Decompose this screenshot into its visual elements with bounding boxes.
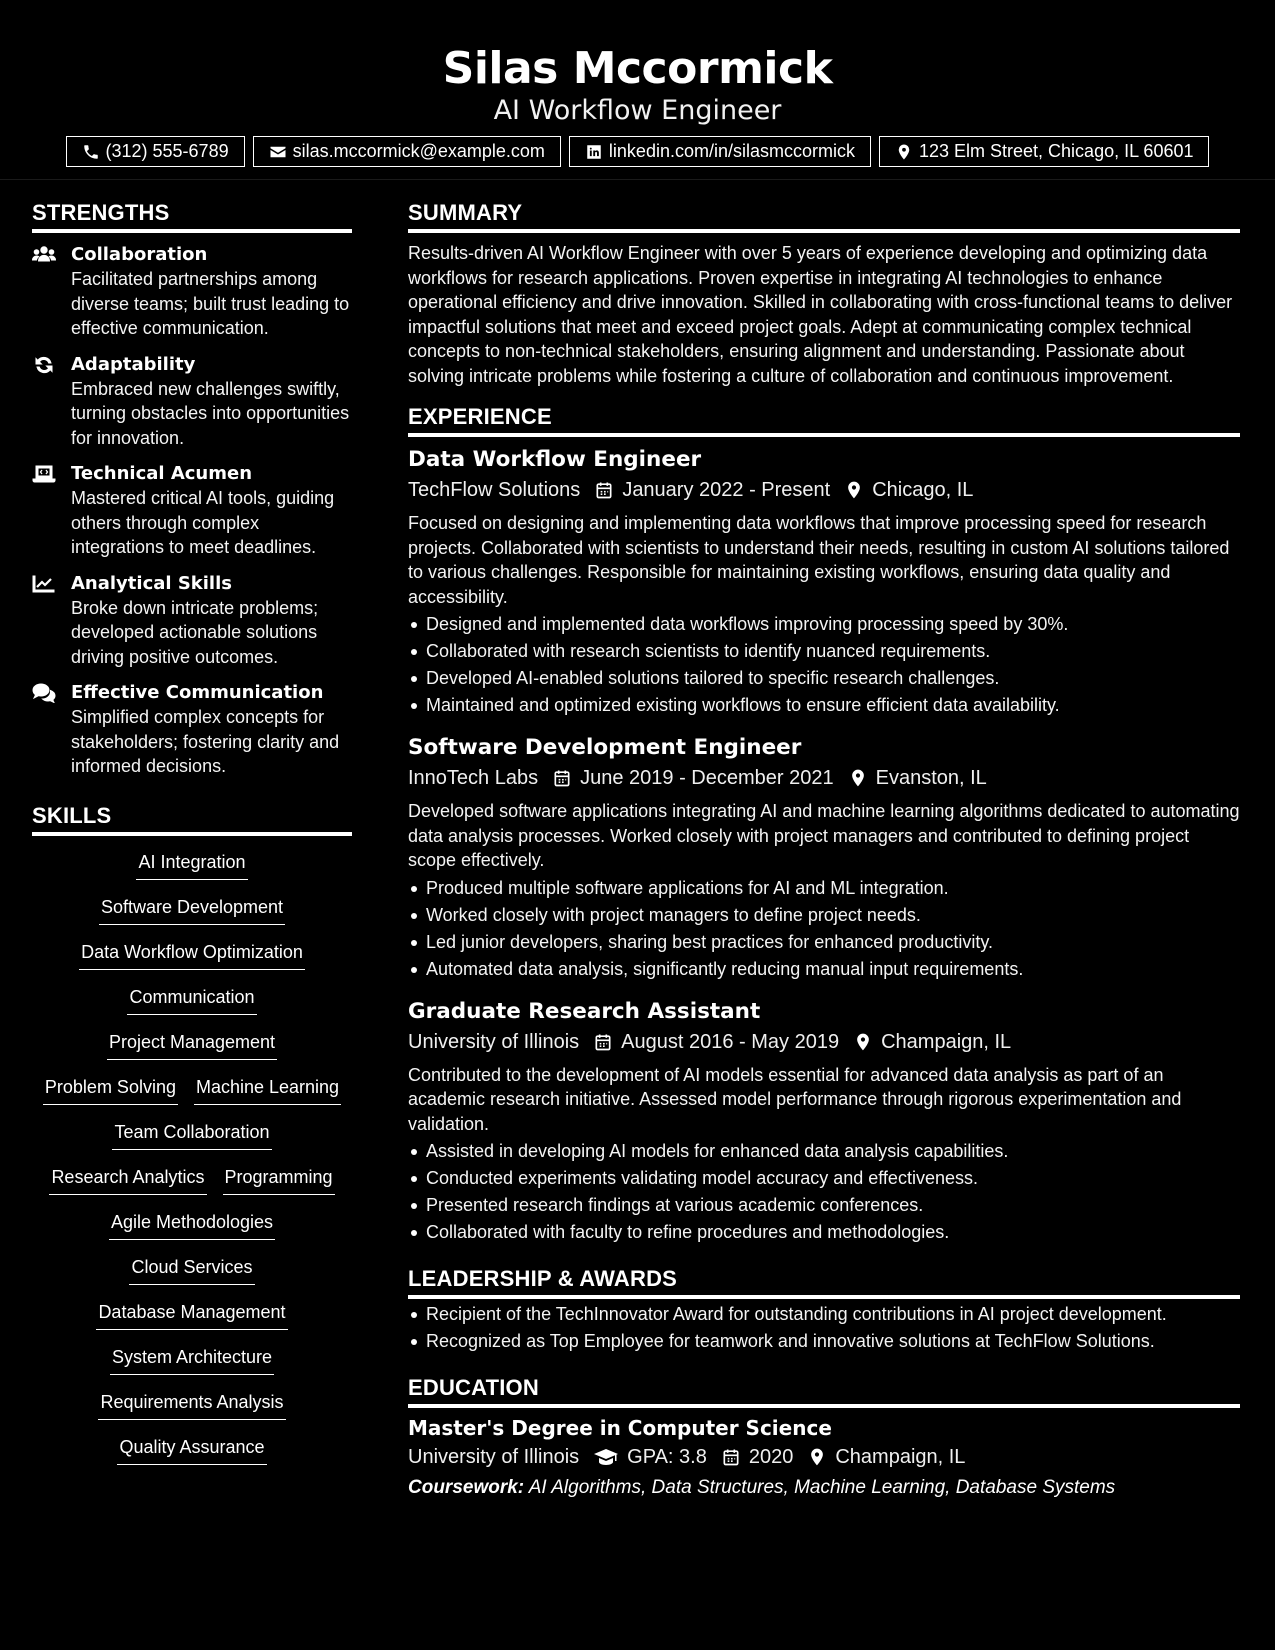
map-marker-icon	[895, 143, 913, 161]
education-meta	[408, 1442, 1240, 1472]
list-item: Assisted in developing AI models for enhanced data analysis capabilities.	[408, 1138, 1240, 1165]
map-marker-icon	[848, 768, 868, 788]
job-title: Software Development Engineer	[408, 735, 802, 760]
list-item: Collaborated with faculty to refine procedures and methodologies.	[408, 1219, 1240, 1246]
contact-address[interactable]	[879, 136, 1210, 167]
skill-tag: Project Management	[107, 1030, 277, 1060]
phone-icon	[82, 143, 100, 161]
job-desc: Focused on designing and implementing data workflows that improve processing speed for research projects. Collaborated with scientists to understand their needs, resulting in custom AI solutions tailored to various challenges. Responsible for maintaining existing workflows, ensuring data quality and accessibility.	[408, 513, 1230, 607]
coursework-text: AI Algorithms, Data Structures, Machine Learning, Database Systems	[528, 1477, 1116, 1498]
education-year: 2020	[748, 1446, 794, 1468]
job-company: University of Illinois	[408, 1030, 580, 1053]
strength-title: Collaboration	[71, 244, 208, 265]
candidate-title: AI Workflow Engineer	[493, 95, 782, 126]
contact-email[interactable]	[253, 136, 561, 167]
email-text: silas.mccormick@example.com	[292, 141, 545, 161]
skill-tag: AI Integration	[136, 850, 247, 880]
education-gpa: GPA: 3.8	[627, 1446, 707, 1468]
sync-icon	[32, 355, 56, 375]
job-meta	[408, 475, 1240, 505]
list-item: Maintained and optimized existing workflows to ensure efficient data availability.	[408, 692, 1240, 719]
summary-heading: SUMMARY	[408, 198, 1240, 233]
address-text: 123 Elm Street, Chicago, IL 60601	[918, 141, 1194, 161]
coursework-label: Coursework:	[408, 1477, 525, 1498]
contact-linkedin[interactable]	[569, 136, 871, 167]
strength-title: Analytical Skills	[71, 572, 232, 594]
strength-item	[32, 243, 352, 341]
strength-item	[32, 572, 352, 670]
list-item: Recognized as Top Employee for teamwork and innovative solutions at TechFlow Solutions.	[408, 1328, 1240, 1355]
strength-title: Technical Acumen	[71, 463, 253, 484]
skill-tag: Software Development	[99, 895, 285, 925]
job-bullets	[408, 875, 1240, 983]
laptop-code-icon	[32, 464, 56, 484]
list-item: Automated data analysis, significantly reducing manual input requirements.	[408, 956, 1240, 983]
education-school: University of Illinois	[408, 1446, 580, 1468]
strength-item	[32, 681, 352, 779]
strengths-list	[32, 243, 352, 779]
envelope-icon	[269, 143, 287, 161]
skill-tag: System Architecture	[110, 1345, 274, 1375]
leadership-heading: LEADERSHIP & AWARDS	[408, 1264, 1240, 1299]
education-location: Champaign, IL	[835, 1446, 966, 1468]
education-degree: Master's Degree in Computer Science	[408, 1416, 832, 1440]
experience-heading: EXPERIENCE	[408, 402, 1240, 437]
strength-desc: Facilitated partnerships among diverse teams; built trust leading to effective communication.	[71, 269, 350, 338]
linkedin-text: linkedin.com/in/silasmccormick	[608, 141, 855, 161]
skill-tag: Database Management	[96, 1300, 287, 1330]
job-entry	[408, 997, 1240, 1247]
job-dates: January 2022 - Present	[622, 479, 831, 501]
users-icon	[32, 245, 56, 265]
calendar-icon	[552, 768, 572, 788]
strength-title: Effective Communication	[71, 682, 324, 703]
list-item: Worked closely with project managers to define project needs.	[408, 902, 1240, 929]
list-item: Presented research findings at various academic conferences.	[408, 1192, 1240, 1219]
list-item: Designed and implemented data workflows improving processing speed by 30%.	[408, 611, 1240, 638]
map-marker-icon	[853, 1032, 873, 1052]
right-column	[408, 198, 1240, 1502]
list-item: Developed AI-enabled solutions tailored to specific research challenges.	[408, 665, 1240, 692]
strength-desc: Broke down intricate problems; developed actionable solutions driving positive outcomes.	[71, 597, 319, 667]
list-item: Led junior developers, sharing best practices for enhanced productivity.	[408, 929, 1240, 956]
job-dates: June 2019 - December 2021	[580, 767, 834, 789]
job-desc: Developed software applications integrating AI and machine learning algorithms dedicated to automating data analysis processes. Worked closely with project managers and contributed to defining project scope effectively.	[408, 801, 1240, 870]
education-coursework	[408, 1474, 1240, 1502]
summary-text: Results-driven AI Workflow Engineer with over 5 years of experience developing and optimizing data workflows for research applications. Proven expertise in integrating AI technologies to enhance operational efficiency and drive innovation. Skilled in collaborating with cross-functional teams to deliver impactful solutions that meet and exceed project goals. Adept at communicating complex technical concepts to non-technical stakeholders, ensuring alignment and understanding. Passionate about solving intricate problems while fostering a culture of collaboration and continuous improvement.	[408, 243, 1233, 386]
job-bullets	[408, 1138, 1240, 1246]
map-marker-icon	[844, 480, 864, 500]
contact-phone[interactable]	[66, 136, 245, 167]
map-marker-icon	[807, 1447, 827, 1467]
skill-tag: Machine Learning	[194, 1075, 341, 1105]
job-bullets	[408, 611, 1240, 719]
skill-tag: Requirements Analysis	[98, 1390, 285, 1420]
skills-list	[32, 850, 352, 1480]
leadership-list	[408, 1301, 1240, 1355]
strengths-heading: STRENGTHS	[32, 198, 352, 233]
strength-item	[32, 462, 352, 560]
job-company: InnoTech Labs	[408, 767, 539, 789]
job-dates: August 2016 - May 2019	[621, 1030, 840, 1053]
calendar-icon	[594, 480, 614, 500]
linkedin-icon	[585, 143, 603, 161]
left-column	[32, 198, 352, 1480]
skill-tag: Research Analytics	[49, 1165, 206, 1195]
job-desc: Contributed to the development of AI models essential for advanced data analysis as part of an academic research initiative. Assessed model performance through rigorous experimentation and validation.	[408, 1064, 1182, 1134]
skill-tag: Cloud Services	[129, 1255, 254, 1285]
education-heading: EDUCATION	[408, 1373, 1240, 1408]
list-item: Produced multiple software applications for AI and ML integration.	[408, 875, 1240, 902]
graduation-cap-icon	[593, 1447, 619, 1467]
candidate-name: Silas Mccormick	[442, 43, 833, 94]
job-entry	[408, 733, 1240, 983]
calendar-icon	[593, 1032, 613, 1052]
job-title: Graduate Research Assistant	[408, 998, 761, 1024]
strength-desc: Embraced new challenges swiftly, turning obstacles into opportunities for innovation.	[71, 378, 350, 448]
comments-icon	[32, 683, 56, 703]
skill-tag: Problem Solving	[43, 1075, 178, 1105]
skill-tag: Quality Assurance	[117, 1435, 266, 1465]
calendar-icon	[721, 1447, 741, 1467]
job-meta	[408, 1027, 1240, 1057]
strength-desc: Mastered critical AI tools, guiding others through complex integrations to meet deadlines.	[71, 488, 335, 557]
skill-tag: Communication	[127, 985, 256, 1015]
skills-heading: SKILLS	[32, 801, 352, 836]
strength-item	[32, 353, 352, 451]
list-item: Collaborated with research scientists to identify nuanced requirements.	[408, 638, 1240, 665]
chart-line-icon	[32, 574, 56, 594]
job-title: Data Workflow Engineer	[408, 447, 702, 472]
job-entry	[408, 445, 1240, 719]
skill-tag: Agile Methodologies	[109, 1210, 275, 1240]
skill-tag: Programming	[223, 1165, 335, 1195]
list-item: Conducted experiments validating model accuracy and effectiveness.	[408, 1165, 1240, 1192]
list-item: Recipient of the TechInnovator Award for outstanding contributions in AI project development.	[408, 1301, 1240, 1328]
job-location: Evanston, IL	[875, 767, 987, 789]
contact-bar	[0, 136, 1275, 167]
job-company: TechFlow Solutions	[408, 479, 581, 501]
strength-desc: Simplified complex concepts for stakeholders; fostering clarity and informed decisions.	[71, 707, 340, 776]
job-location: Chicago, IL	[872, 479, 974, 501]
job-location: Champaign, IL	[881, 1030, 1012, 1053]
job-meta	[408, 763, 1240, 793]
skill-tag: Team Collaboration	[112, 1120, 271, 1150]
skill-tag: Data Workflow Optimization	[79, 940, 305, 970]
resume-header	[0, 0, 1275, 180]
phone-text: (312) 555-6789	[105, 141, 229, 161]
strength-title: Adaptability	[71, 353, 196, 375]
